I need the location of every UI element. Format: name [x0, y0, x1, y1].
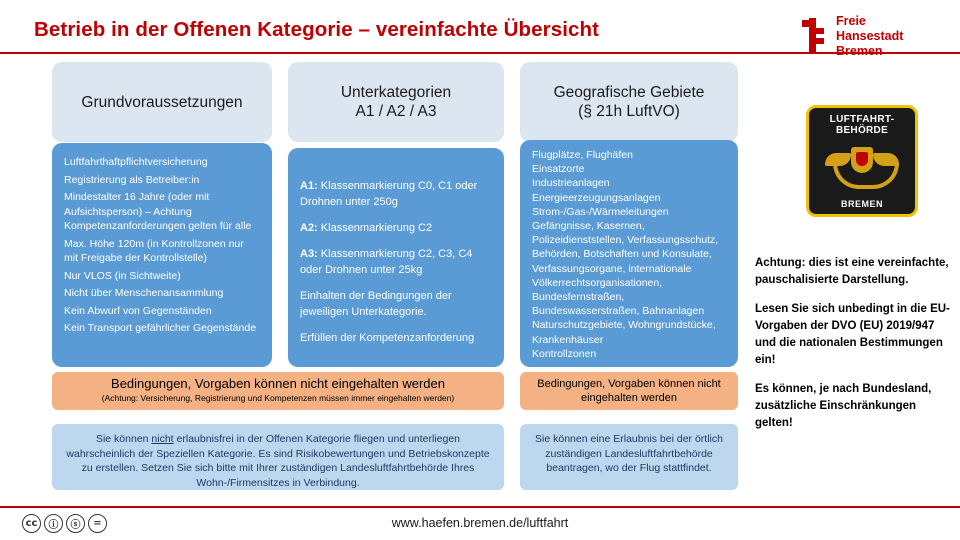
list-item-label: A3: [300, 248, 318, 260]
column-heading-unterkategorien [288, 62, 504, 142]
note-paragraph: Lesen Sie sich unbedingt in die EU-Vorgaben der DVO (EU) 2019/947 und die nationalen Bestimmungen ein! [755, 303, 950, 366]
crest-top-line2: BEHÖRDE [835, 125, 889, 136]
column-heading-line2: (§ 21h LuftVO) [578, 103, 680, 120]
luftfahrtbehoerde-crest [806, 105, 918, 217]
nd-icon: = [88, 514, 107, 533]
column-heading-line1: Geografische Gebiete [553, 84, 705, 101]
column-heading-line1: Unterkategorien [340, 84, 452, 101]
list-item: Kontrollzonen [532, 347, 597, 360]
note-paragraph: Es können, je nach Bundesland, zusätzliche Einschränkungen gelten! [755, 383, 932, 429]
bremen-logo-text [836, 14, 903, 59]
list-item: Bundeswasserstraßen, Bahnanlagen [532, 305, 705, 318]
crest-top-line1: LUFTFAHRT- [829, 114, 895, 125]
list-item: Kein Abwurf von Gegenständen [64, 304, 212, 317]
list-item: Bundesfernstraßen, [532, 291, 625, 304]
by-icon: ⓘ [44, 514, 63, 533]
list-item: Max. Höhe 120m (in Kontrollzonen nur mit Freigabe der Kontrollstelle) [64, 237, 244, 264]
bremen-logo-line3: Bremen [836, 44, 883, 58]
outcome-left-pre: Sie können [95, 433, 152, 445]
column-heading-grundvoraussetzungen: Grundvoraussetzungen [52, 62, 272, 142]
footer-url: www.haefen.bremen.de/luftfahrt [391, 516, 569, 530]
list-item [300, 220, 492, 236]
list-item [300, 246, 492, 278]
list-item: Strom-/Gas-/Wärmeleitungen [532, 205, 669, 218]
list-item [300, 178, 492, 210]
list-item: Gefängnisse, Kasernen, [532, 220, 645, 233]
column-heading-line2: A1 / A2 / A3 [355, 103, 437, 120]
winged-crest-icon [825, 141, 899, 189]
condition-bar-left-main: Bedingungen, Vorgaben können nicht eingehalten werden [111, 376, 445, 391]
list-item-label: A1: [300, 180, 318, 192]
condition-bar-left [52, 372, 504, 410]
list-item: Verfassungsorgane, internationale [532, 262, 692, 275]
list-item: Einhalten der Bedingungen der jeweiligen Unterkategorie. [300, 290, 452, 318]
list-item: Industrieanlagen [532, 177, 610, 190]
list-item: Mindestalter 16 Jahre (oder mit Aufsichtsperson) – Achtung Kompetenzanforderungen gelten für alle [64, 191, 252, 232]
list-item: Nur VLOS (in Sichtweite) [64, 269, 181, 282]
footer-divider [0, 506, 960, 508]
list-item-text: Klassenmarkierung C2 [317, 222, 433, 234]
condition-bar-right-line2: eingehalten werden [580, 392, 678, 404]
bremen-key-icon [800, 18, 828, 54]
list-item: Völkerrechtsorganisationen, [532, 276, 663, 289]
column-body-geografische-gebiete [520, 140, 738, 367]
list-item-label: A2: [300, 222, 318, 234]
bremen-logo [800, 14, 950, 60]
condition-bar-right [520, 372, 738, 410]
bremen-logo-line1: Freie [836, 14, 866, 28]
list-item: Krankenhäuser [532, 333, 604, 346]
list-item: Einsatzorte [532, 163, 585, 176]
list-item: Energieerzeugungsanlagen [532, 191, 661, 204]
condition-bar-left-sub: (Achtung: Versicherung, Registrierung und Kompetenzen müssen immer eingehalten werden) [101, 393, 455, 403]
outcome-box-right: Sie können eine Erlaubnis bei der örtlich zuständigen Landesluftfahrtbehörde beantragen, wo der Flug stattfindet. [520, 424, 738, 490]
outcome-box-left [52, 424, 504, 490]
bremen-logo-line2: Hansestadt [836, 29, 904, 43]
crest-bottom-text: BREMEN [840, 199, 883, 209]
nc-icon: ⓢ [66, 514, 85, 533]
column-heading-geografische-gebiete [520, 62, 738, 142]
right-notes [755, 255, 951, 444]
list-item-text: Klassenmarkierung C2, C3, C4 oder Drohnen unter 25kg [300, 248, 473, 276]
list-item: Flugplätze, Flughäfen [532, 149, 633, 161]
list-item: Polizeidienststellen, Verfassungsschutz, [532, 234, 719, 247]
outcome-left-post: erlaubnisfrei in der Offenen Kategorie fliegen und unterliegen wahrscheinlich der Speziellen Kategorie. Es sind Risikobewertungen und Betriebskonzepte zu erstellen. Setzen Sie sich bitte mit Ihrer zuständigen Landesluftfahrtbehörde Ihres Wohn-/Firmensitzes in Verbindung. [66, 433, 490, 489]
page-title: Betrieb in der Offenen Kategorie – vereinfachte Übersicht [34, 18, 600, 41]
note-paragraph: Achtung: dies ist eine vereinfachte, pauschalisierte Darstellung. [755, 257, 949, 286]
cc-icon: cc [22, 514, 41, 533]
list-item: Nicht über Menschenansammlung [64, 287, 224, 299]
condition-bar-right-line1: Bedingungen, Vorgaben können nicht [537, 378, 721, 390]
list-item: Behörden, Botschaften und Konsulate, [532, 248, 712, 261]
crest-top-text [809, 114, 915, 136]
list-item-text: Klassenmarkierung C0, C1 oder Drohnen unter 250g [300, 180, 478, 208]
outcome-left-underlined: nicht [151, 433, 174, 445]
list-item: Naturschutzgebiete, Wohngrundstücke, [532, 319, 716, 332]
column-body-grundvoraussetzungen [52, 143, 272, 367]
list-item: Erfüllen der Kompetenzanforderung [300, 332, 475, 344]
list-item: Luftfahrthaftpflichtversicherung [64, 156, 208, 168]
list-item: Kein Transport gefährlicher Gegenstände [64, 322, 257, 334]
column-body-unterkategorien [288, 148, 504, 367]
list-item: Registrierung als Betreiber:in [64, 173, 200, 186]
